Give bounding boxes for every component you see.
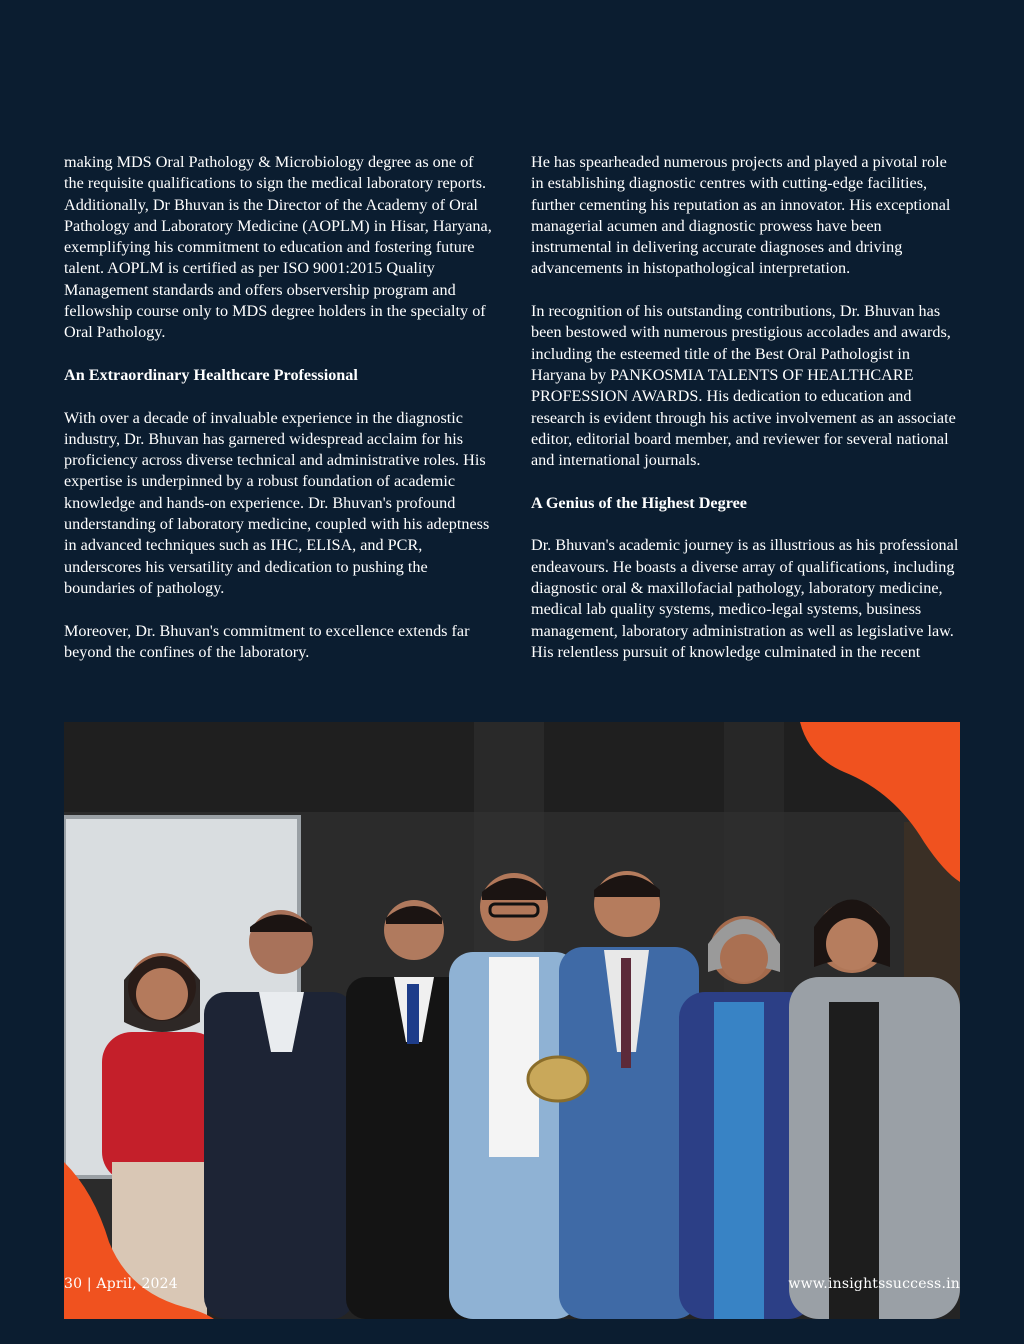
left-paragraph-3: Moreover, Dr. Bhuvan's commitment to excellence extends far beyond the confines of the laboratory. [64, 621, 470, 661]
right-paragraph-1: He has spearheaded numerous projects and played a pivotal role in establishing diagnostic centres with cutting-edge facilities, further cementing his reputation as an innovator. His exceptional managerial acumen and diagnostic prowess have been instrumental in delivering accurate diagnoses and driving advancements in histopathological interpretation. [531, 153, 951, 278]
page-number-date: 30 | April, 2024 [64, 1276, 178, 1292]
award-plaque [528, 1057, 588, 1101]
section-heading-genius: A Genius of the Highest Degree [531, 493, 747, 512]
right-column [531, 152, 963, 663]
left-column [64, 152, 496, 663]
section-heading-healthcare-professional: An Extraordinary Healthcare Professional [64, 365, 358, 384]
group-award-photo [64, 722, 960, 1319]
right-paragraph-2: In recognition of his outstanding contributions, Dr. Bhuvan has been bestowed with numerous prestigious accolades and awards, including the esteemed title of the Best Oral Pathologist in Haryana by PANKOSMIA TALENTS OF HEALTHCARE PROFESSION AWARDS. His dedication to education and research is evident through his active involvement as an associate editor, editorial board member, and reviewer for several national and international journals. [531, 302, 956, 470]
website-url[interactable]: www.insightssuccess.in [788, 1276, 960, 1292]
left-paragraph-2: With over a decade of invaluable experience in the diagnostic industry, Dr. Bhuvan has garnered widespread acclaim for his proficiency across diverse technical and administrative roles. His expertise is underpinned by a robust foundation of academic knowledge and hands-on experience. Dr. Bhuvan's profound understanding of laboratory medicine, coupled with his adeptness in advanced techniques such as IHC, ELISA, and PCR, underscores his versatility and dedication to pushing the boundaries of pathology. [64, 408, 490, 597]
left-paragraph-1: making MDS Oral Pathology & Microbiology degree as one of the requisite qualifications to sign the medical laboratory reports. Additionally, Dr Bhuvan is the Director of the Academy of Oral Pathology and Laboratory Medicine (AOPLM) in Hisar, Haryana, exemplifying his commitment to education and fostering future talent. AOPLM is certified as per ISO 9001:2015 Quality Management standards and offers observership program and fellowship course only to MDS degree holders in the specialty of Oral Pathology. [64, 153, 492, 342]
right-paragraph-3: Dr. Bhuvan's academic journey is as illustrious as his professional endeavours. He boasts a diverse array of qualifications, including diagnostic oral & maxillofacial pathology, laboratory medicine, medical lab quality systems, medico-legal systems, business management, laboratory administration as well as legislative law. His relentless pursuit of knowledge culminated in the recent [531, 536, 959, 661]
